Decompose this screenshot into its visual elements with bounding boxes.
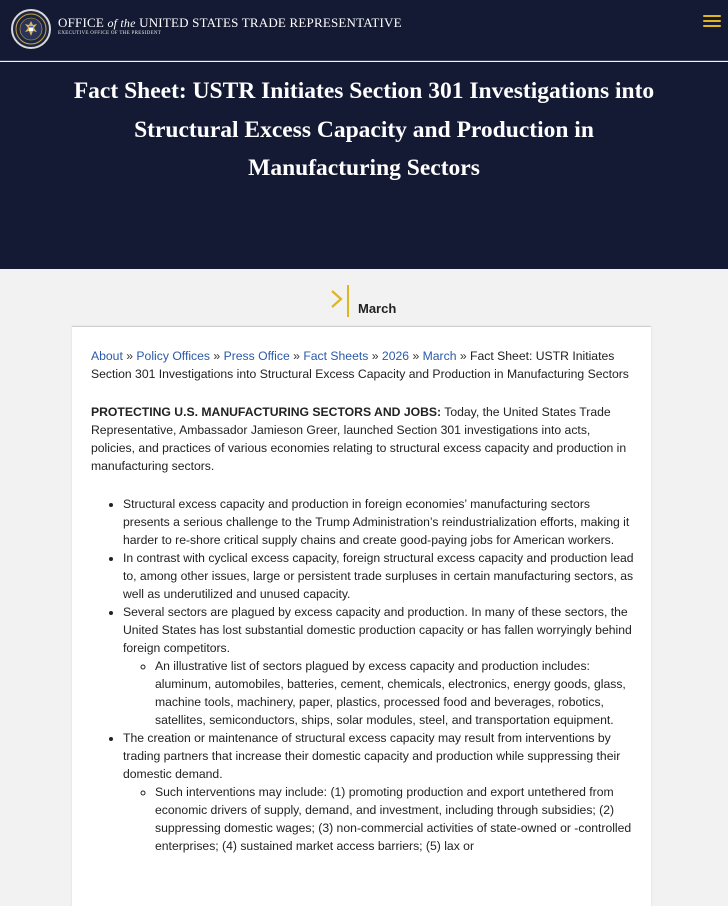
org-name[interactable]: [58, 15, 402, 31]
breadcrumb-link-march[interactable]: March: [422, 349, 457, 363]
breadcrumb-link-fact-sheets[interactable]: Fact Sheets: [303, 349, 369, 363]
breadcrumb-separator: »: [213, 349, 224, 363]
org-suffix: UNITED STATES TRADE REPRESENTATIVE: [139, 15, 402, 30]
hamburger-menu-button[interactable]: [703, 15, 721, 29]
breadcrumb-separator: »: [126, 349, 137, 363]
breadcrumb-separator: »: [412, 349, 423, 363]
bullet-text: The creation or maintenance of structural excess capacity may result from interventions by trading partners that increase their domestic capacity and production while suppressing their domestic demand.: [123, 731, 621, 781]
bullet-list: [91, 495, 634, 855]
eagle-seal-icon: [14, 12, 48, 46]
org-prefix: OFFICE: [58, 15, 104, 30]
breadcrumb-link-policy-offices[interactable]: Policy Offices: [136, 349, 211, 363]
sub-list-item: [155, 657, 634, 729]
breadcrumb: [91, 347, 634, 383]
tab-divider: [347, 285, 349, 317]
bullet-text: Structural excess capacity and production in foreign economies’ manufacturing sectors presents a serious challenge to the Trump Administration’s reindustrialization efforts, making it harder to re-shore critical supply chains and create good-paying jobs for American workers.: [123, 497, 630, 547]
lead-paragraph: [91, 403, 634, 475]
org-of-the: of the: [107, 16, 136, 30]
site-header: [0, 0, 728, 61]
list-item: [123, 549, 634, 603]
bullet-text: In contrast with cyclical excess capacity, foreign structural excess capacity and production lead to, among other issues, large or persistent trade surpluses in certain manufacturing sectors, as well as underutilized and unused capacity.: [123, 551, 634, 601]
lead-text: Today, the United States Trade Representative, Ambassador Jamieson Greer, launched Section 301 investigations into acts, policies, and practices of various economies relating to structural excess capacity and production in manufacturing sectors.: [91, 405, 627, 473]
menu-bar-icon: [703, 20, 721, 22]
list-item: [123, 495, 634, 549]
article-card: [72, 326, 651, 906]
org-subtitle: EXECUTIVE OFFICE OF THE PRESIDENT: [58, 31, 162, 36]
menu-bar-icon: [703, 15, 721, 17]
breadcrumb-link-press-office[interactable]: Press Office: [223, 349, 290, 363]
section-tab-label: March: [358, 301, 397, 316]
bullet-text: Several sectors are plagued by excess capacity and production. In many of these sectors, the United States has lost substantial domestic production capacity or has fallen worryingly behind foreign competitors.: [123, 605, 632, 655]
sub-bullet-list: [123, 657, 634, 729]
sub-bullet-text: Such interventions may include: (1) promoting production and export untethered from economic drivers of supply, demand, and investment, including through subsidies; (2) suppressing domestic wages; (3) non-commercial activities of state-owned or -controlled enterprises; (4) sustained market access barriers; (5) lax or: [155, 785, 632, 853]
list-item: [123, 603, 634, 729]
hero-banner: [0, 62, 728, 269]
menu-bar-icon: [703, 25, 721, 27]
breadcrumb-separator: »: [371, 349, 382, 363]
lead-heading: PROTECTING U.S. MANUFACTURING SECTORS AND JOBS:: [91, 405, 442, 419]
breadcrumb-link-2026[interactable]: 2026: [381, 349, 410, 363]
breadcrumb-current: Fact Sheet: USTR Initiates Section 301 Investigations into Structural Excess Capacity and Production in Manufacturing Sectors: [91, 349, 629, 381]
sub-bullet-text: An illustrative list of sectors plagued by excess capacity and production includes: aluminum, automobiles, batteries, cement, chemicals, electronics, energy goods, glass, machine tools, machinery, paper, plastics, processed food and beverages, robotics, satellites, semiconductors, ships, solar modules, steel, and transportation equipment.: [155, 659, 626, 727]
list-item: [123, 729, 634, 855]
chevron-right-icon: [330, 289, 344, 309]
ustr-seal-logo[interactable]: [11, 9, 51, 49]
breadcrumb-separator: »: [293, 349, 304, 363]
sub-list-item: [155, 783, 634, 855]
sub-bullet-list: [123, 783, 634, 855]
breadcrumb-link-about[interactable]: About: [91, 349, 123, 363]
breadcrumb-separator: »: [459, 349, 471, 363]
page-title: Fact Sheet: USTR Initiates Section 301 Investigations into Structural Excess Capacity and Production in Manufacturing Sectors: [73, 78, 655, 181]
article-content: [91, 347, 634, 855]
